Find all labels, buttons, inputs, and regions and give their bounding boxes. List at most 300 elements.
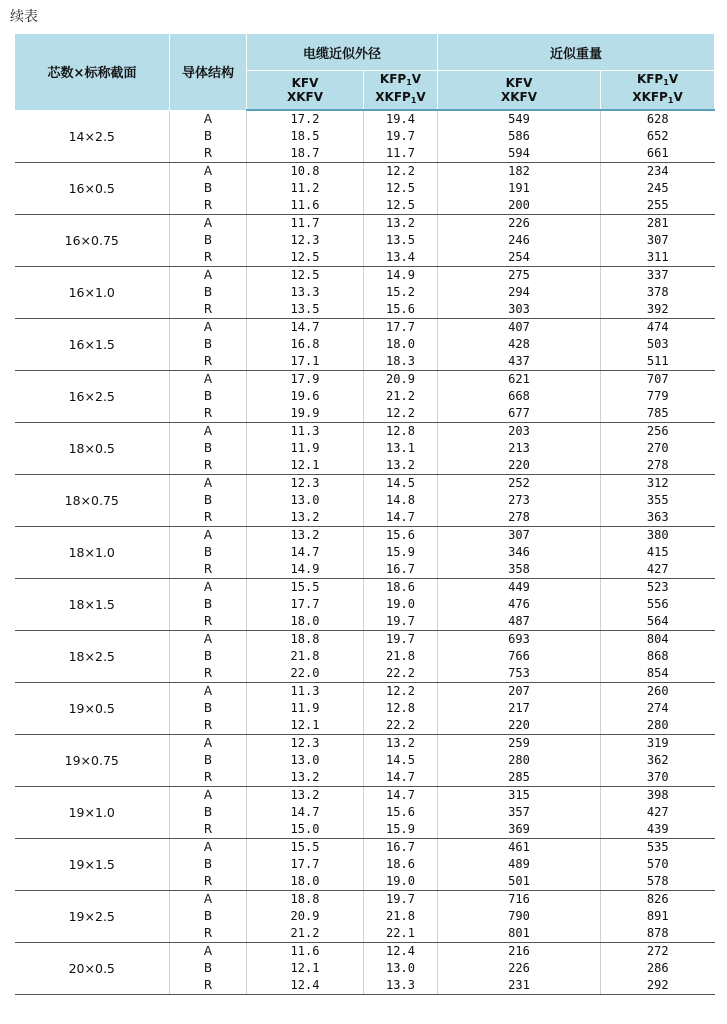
- value: 437: [508, 354, 530, 368]
- cell-w1: [438, 579, 601, 631]
- structure-value: A: [203, 216, 213, 230]
- value: 280: [646, 718, 669, 732]
- value: 11.3: [290, 684, 320, 698]
- value: 216: [508, 944, 530, 958]
- cell-w1: [438, 215, 601, 267]
- value: 487: [508, 614, 530, 628]
- value: 357: [508, 805, 530, 819]
- cell-structure: [170, 371, 247, 423]
- cell-w1: [438, 267, 601, 319]
- table-row: [15, 839, 715, 891]
- value: 461: [508, 840, 530, 854]
- value: 804: [646, 632, 669, 646]
- cell-d2: [364, 579, 438, 631]
- value: 570: [646, 857, 669, 871]
- cell-spec: 18×0.5: [15, 423, 170, 475]
- table-row: [15, 527, 715, 579]
- structure-value: A: [203, 736, 213, 750]
- value: 191: [508, 181, 530, 195]
- value: 256: [646, 424, 669, 438]
- value: 407: [508, 320, 530, 334]
- cell-d1: [247, 683, 364, 735]
- value: 449: [508, 580, 530, 594]
- value: 14.5: [386, 753, 415, 767]
- value: 13.2: [290, 788, 320, 802]
- cell-w2: [601, 787, 715, 839]
- value: 594: [508, 146, 530, 160]
- structure-value: B: [203, 181, 213, 195]
- structure-value: R: [203, 250, 213, 264]
- value: 19.0: [386, 597, 415, 611]
- value: 278: [508, 510, 530, 524]
- value: 15.6: [386, 805, 415, 819]
- value: 474: [646, 320, 669, 334]
- value: 17.7: [290, 857, 320, 871]
- cell-structure: [170, 423, 247, 475]
- value: 259: [508, 736, 530, 750]
- value: 213: [508, 441, 530, 455]
- cell-structure: [170, 683, 247, 735]
- header-diameter: 电缆近似外径: [247, 34, 438, 71]
- cell-d2: [364, 735, 438, 787]
- value: 707: [646, 372, 669, 386]
- value: 19.4: [386, 112, 415, 126]
- cable-spec-table: [14, 33, 715, 995]
- value: 286: [646, 961, 669, 975]
- value: 15.5: [290, 580, 320, 594]
- value: 370: [646, 770, 669, 784]
- cell-w1: [438, 631, 601, 683]
- cell-w2: [601, 839, 715, 891]
- value: 18.0: [386, 337, 415, 351]
- value: 21.2: [386, 389, 415, 403]
- value: 476: [508, 597, 530, 611]
- table-row: [15, 579, 715, 631]
- value: 854: [646, 666, 669, 680]
- value: 280: [508, 753, 530, 767]
- structure-value: A: [203, 320, 213, 334]
- value: 14.7: [290, 320, 320, 334]
- value: 294: [508, 285, 530, 299]
- cell-w1: [438, 110, 601, 163]
- structure-value: B: [203, 753, 213, 767]
- value: 693: [508, 632, 530, 646]
- value: 13.3: [386, 978, 415, 992]
- value: 19.7: [386, 614, 415, 628]
- value: 234: [646, 164, 669, 178]
- cell-d1: [247, 267, 364, 319]
- cell-spec: 16×1.0: [15, 267, 170, 319]
- value: 355: [646, 493, 669, 507]
- value: 226: [508, 961, 530, 975]
- structure-value: B: [203, 233, 213, 247]
- value: 307: [508, 528, 530, 542]
- value: 511: [646, 354, 669, 368]
- cell-d2: [364, 215, 438, 267]
- value: 312: [646, 476, 669, 490]
- cell-structure: [170, 475, 247, 527]
- value: 272: [646, 944, 669, 958]
- value: 652: [646, 129, 669, 143]
- value: 549: [508, 112, 530, 126]
- cell-d2: [364, 319, 438, 371]
- header-spec: 芯数×标称截面: [15, 34, 170, 111]
- cell-w2: [601, 735, 715, 787]
- value: 182: [508, 164, 530, 178]
- value: 14.9: [290, 562, 320, 576]
- cell-d1: [247, 943, 364, 995]
- structure-value: A: [203, 268, 213, 282]
- structure-value: B: [203, 909, 213, 923]
- cell-spec: 18×0.75: [15, 475, 170, 527]
- value: 207: [508, 684, 530, 698]
- value: 17.7: [386, 320, 415, 334]
- value: 220: [508, 718, 530, 732]
- cell-w2: [601, 163, 715, 215]
- value: 13.2: [386, 736, 415, 750]
- cell-w1: [438, 839, 601, 891]
- cell-spec: 19×0.75: [15, 735, 170, 787]
- value: 18.3: [386, 354, 415, 368]
- cell-w2: [601, 631, 715, 683]
- value: 12.8: [386, 424, 415, 438]
- value: 12.5: [386, 198, 415, 212]
- cell-w2: [601, 110, 715, 163]
- value: 11.9: [290, 701, 320, 715]
- structure-value: R: [203, 562, 213, 576]
- structure-value: B: [203, 597, 213, 611]
- cell-structure: [170, 163, 247, 215]
- value: 11.3: [290, 424, 320, 438]
- value: 18.0: [290, 874, 320, 888]
- table-row: [15, 631, 715, 683]
- structure-value: A: [203, 111, 213, 126]
- structure-value: A: [203, 528, 213, 542]
- value: 501: [508, 874, 530, 888]
- structure-value: A: [203, 372, 213, 386]
- value: 10.8: [290, 164, 320, 178]
- cell-d2: [364, 110, 438, 163]
- value: 878: [646, 926, 669, 940]
- value: 13.2: [386, 458, 415, 472]
- cell-w2: [601, 267, 715, 319]
- value: 246: [508, 233, 530, 247]
- cell-d1: [247, 579, 364, 631]
- value: 18.6: [386, 580, 415, 594]
- value: 254: [508, 250, 530, 264]
- value: 13.2: [386, 216, 415, 230]
- cell-spec: 16×0.75: [15, 215, 170, 267]
- value: 785: [646, 406, 669, 420]
- value: 18.8: [290, 632, 320, 646]
- value: 12.4: [386, 944, 415, 958]
- cell-spec: 16×1.5: [15, 319, 170, 371]
- cell-d2: [364, 891, 438, 943]
- cell-d1: [247, 475, 364, 527]
- value: 12.4: [290, 978, 320, 992]
- value: 427: [646, 562, 669, 576]
- structure-value: R: [203, 510, 213, 524]
- cell-spec: 18×2.5: [15, 631, 170, 683]
- value: 346: [508, 545, 530, 559]
- value: 15.5: [290, 840, 320, 854]
- structure-value: B: [203, 649, 213, 663]
- value: 17.2: [290, 112, 320, 126]
- header-diameter-kfp: $KFP_1V$ $XKFP_1V$: [364, 71, 438, 111]
- value: 285: [508, 770, 530, 784]
- table-row: [15, 683, 715, 735]
- cell-w1: [438, 163, 601, 215]
- value: 255: [646, 198, 669, 212]
- structure-value: R: [203, 770, 213, 784]
- cell-w1: [438, 527, 601, 579]
- value: 358: [508, 562, 530, 576]
- structure-value: B: [203, 441, 213, 455]
- value: 11.7: [290, 216, 320, 230]
- structure-value: R: [203, 145, 213, 160]
- cell-d1: [247, 839, 364, 891]
- value: 12.3: [290, 233, 320, 247]
- value: 337: [646, 268, 669, 282]
- value: 226: [508, 216, 530, 230]
- structure-value: R: [203, 458, 213, 472]
- value: 13.5: [290, 302, 320, 316]
- value: 378: [646, 285, 669, 299]
- cell-w1: [438, 787, 601, 839]
- table-row: [15, 371, 715, 423]
- structure-value: A: [203, 788, 213, 802]
- value: 260: [646, 684, 669, 698]
- value: 12.3: [290, 736, 320, 750]
- value: 203: [508, 424, 530, 438]
- value: 15.6: [386, 528, 415, 542]
- value: 556: [646, 597, 669, 611]
- value: 12.2: [386, 164, 415, 178]
- table-row: [15, 475, 715, 527]
- value: 252: [508, 476, 530, 490]
- cell-w2: [601, 683, 715, 735]
- structure-value: R: [203, 874, 213, 888]
- structure-value: R: [203, 406, 213, 420]
- value: 19.0: [386, 874, 415, 888]
- structure-value: R: [203, 666, 213, 680]
- cell-structure: [170, 839, 247, 891]
- value: 11.2: [290, 181, 320, 195]
- value: 13.0: [290, 753, 320, 767]
- table-row: [15, 267, 715, 319]
- value: 398: [646, 788, 669, 802]
- value: 13.2: [290, 528, 320, 542]
- value: 17.1: [290, 354, 320, 368]
- structure-value: A: [203, 632, 213, 646]
- value: 315: [508, 788, 530, 802]
- value: 15.0: [290, 822, 320, 836]
- value: 753: [508, 666, 530, 680]
- cell-d1: [247, 319, 364, 371]
- cell-d1: [247, 631, 364, 683]
- value: 220: [508, 458, 530, 472]
- value: 16.7: [386, 840, 415, 854]
- cell-w1: [438, 423, 601, 475]
- structure-value: R: [203, 718, 213, 732]
- cell-d2: [364, 787, 438, 839]
- cell-w1: [438, 475, 601, 527]
- value: 11.7: [386, 146, 415, 160]
- value: 891: [646, 909, 669, 923]
- header-weight: 近似重量: [438, 34, 715, 71]
- cell-spec: 18×1.5: [15, 579, 170, 631]
- header-weight-kfv: KFV XKFV: [438, 71, 601, 111]
- value: 12.5: [290, 268, 320, 282]
- structure-value: A: [203, 424, 213, 438]
- cell-structure: [170, 215, 247, 267]
- structure-value: A: [203, 892, 213, 906]
- value: 12.1: [290, 961, 320, 975]
- structure-value: B: [203, 493, 213, 507]
- value: 311: [646, 250, 669, 264]
- structure-value: B: [203, 389, 213, 403]
- value: 15.9: [386, 545, 415, 559]
- header-weight-kfp: $KFP_1V$ $XKFP_1V$: [601, 71, 715, 111]
- value: 14.7: [386, 770, 415, 784]
- value: 307: [646, 233, 669, 247]
- value: 22.0: [290, 666, 320, 680]
- cell-d1: [247, 163, 364, 215]
- value: 523: [646, 580, 669, 594]
- value: 439: [646, 822, 669, 836]
- value: 274: [646, 701, 669, 715]
- cell-w2: [601, 475, 715, 527]
- structure-value: R: [203, 302, 213, 316]
- table-row: [15, 735, 715, 787]
- value: 14.7: [290, 545, 320, 559]
- value: 21.8: [386, 909, 415, 923]
- value: 661: [646, 146, 669, 160]
- structure-value: B: [203, 857, 213, 871]
- cell-w1: [438, 371, 601, 423]
- cell-structure: [170, 943, 247, 995]
- value: 380: [646, 528, 669, 542]
- cell-w1: [438, 943, 601, 995]
- value: 677: [508, 406, 530, 420]
- value: 12.2: [386, 684, 415, 698]
- value: 13.0: [290, 493, 320, 507]
- value: 245: [646, 181, 669, 195]
- structure-value: R: [203, 614, 213, 628]
- value: 392: [646, 302, 669, 316]
- table-row: [15, 319, 715, 371]
- value: 15.9: [386, 822, 415, 836]
- value: 668: [508, 389, 530, 403]
- table-row: [15, 891, 715, 943]
- cell-d1: [247, 735, 364, 787]
- cell-structure: [170, 319, 247, 371]
- value: 868: [646, 649, 669, 663]
- cell-d2: [364, 527, 438, 579]
- value: 21.8: [386, 649, 415, 663]
- value: 217: [508, 701, 530, 715]
- cell-w2: [601, 891, 715, 943]
- value: 362: [646, 753, 669, 767]
- value: 12.5: [290, 250, 320, 264]
- structure-value: B: [203, 805, 213, 819]
- cell-spec: 18×1.0: [15, 527, 170, 579]
- value: 621: [508, 372, 530, 386]
- cell-d1: [247, 371, 364, 423]
- value: 16.8: [290, 337, 320, 351]
- value: 319: [646, 736, 669, 750]
- cell-d1: [247, 215, 364, 267]
- value: 275: [508, 268, 530, 282]
- value: 14.7: [386, 510, 415, 524]
- value: 12.1: [290, 458, 320, 472]
- cell-d2: [364, 839, 438, 891]
- value: 427: [646, 805, 669, 819]
- value: 22.1: [386, 926, 415, 940]
- cell-d1: [247, 891, 364, 943]
- cell-w1: [438, 891, 601, 943]
- cell-d2: [364, 683, 438, 735]
- cell-spec: 16×0.5: [15, 163, 170, 215]
- structure-value: B: [203, 285, 213, 299]
- structure-value: R: [203, 926, 213, 940]
- value: 12.8: [386, 701, 415, 715]
- table-row: [15, 787, 715, 839]
- cell-d1: [247, 527, 364, 579]
- cell-structure: [170, 735, 247, 787]
- table-row: [15, 110, 715, 163]
- value: 18.0: [290, 614, 320, 628]
- value: 18.6: [386, 857, 415, 871]
- value: 578: [646, 874, 669, 888]
- cell-w2: [601, 943, 715, 995]
- cell-d2: [364, 423, 438, 475]
- value: 303: [508, 302, 530, 316]
- page-title: 续表: [10, 9, 38, 25]
- cell-w2: [601, 579, 715, 631]
- value: 11.6: [290, 944, 320, 958]
- value: 14.8: [386, 493, 415, 507]
- structure-value: A: [203, 164, 213, 178]
- structure-value: B: [203, 961, 213, 975]
- value: 15.6: [386, 302, 415, 316]
- value: 292: [646, 978, 669, 992]
- table-row: [15, 215, 715, 267]
- value: 16.7: [386, 562, 415, 576]
- value: 14.7: [290, 805, 320, 819]
- value: 20.9: [386, 372, 415, 386]
- table-row: [15, 423, 715, 475]
- structure-value: R: [203, 198, 213, 212]
- value: 21.2: [290, 926, 320, 940]
- value: 273: [508, 493, 530, 507]
- cell-d2: [364, 631, 438, 683]
- value: 21.8: [290, 649, 320, 663]
- value: 826: [646, 892, 669, 906]
- cell-w2: [601, 423, 715, 475]
- table-body: [15, 110, 715, 995]
- value: 19.7: [386, 892, 415, 906]
- value: 779: [646, 389, 669, 403]
- value: 13.3: [290, 285, 320, 299]
- value: 20.9: [290, 909, 320, 923]
- value: 19.6: [290, 389, 320, 403]
- cell-spec: 20×0.5: [15, 943, 170, 995]
- cell-spec: 19×0.5: [15, 683, 170, 735]
- value: 13.1: [386, 441, 415, 455]
- header-diameter-kfv: KFV XKFV: [247, 71, 364, 111]
- value: 628: [646, 112, 669, 126]
